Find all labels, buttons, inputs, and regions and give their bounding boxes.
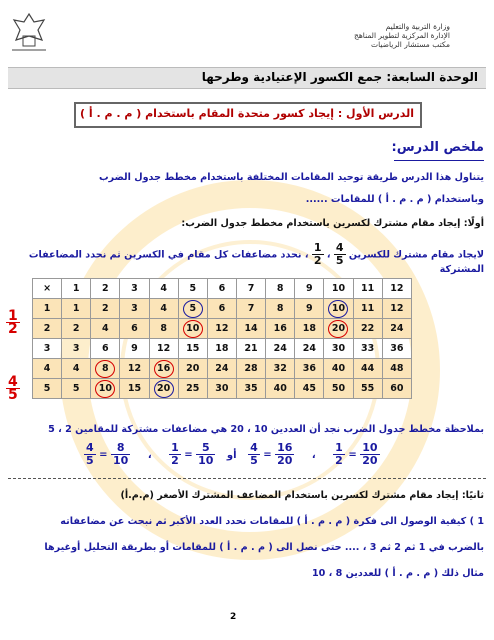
lesson-title: الدرس الأول : إيجاد كسور متحدة المقام باستخدام ( م . م . أ ) (80, 107, 414, 120)
ministry-eagle-logo-icon (8, 10, 50, 54)
table-cell: 12 (120, 359, 149, 379)
table-header-cell: 11 (353, 279, 382, 299)
table-cell: 32 (266, 359, 295, 379)
table-cell (149, 359, 178, 379)
table-cell (178, 319, 207, 339)
table-cell: 8 (266, 299, 295, 319)
ministry-header (250, 22, 450, 49)
table-cell: 3 (33, 339, 62, 359)
table-cell: 2 (91, 299, 120, 319)
table-cell: 25 (178, 379, 207, 399)
paragraph-4-end: ، نحدد مضاعفات كل مقام في الكسرين ثم نحدد المضاعفات (28, 249, 309, 261)
eq3-right-fraction: $\frac{16}{20}$ (277, 441, 293, 467)
table-cell: 2 (33, 319, 62, 339)
table-cell: 15 (120, 379, 149, 399)
paragraph-1: يتناول هذا الدرس طريقة توحيد المقامات المختلفة باستخدام مخطط جدول الضرب (98, 172, 484, 183)
summary-heading: ملخص الدرس: (391, 140, 484, 155)
table-cell: 8 (149, 319, 178, 339)
table-header-cell: 4 (149, 279, 178, 299)
table-cell: 45 (295, 379, 324, 399)
table-cell: 36 (382, 339, 411, 359)
ministry-line-2: الإدارة المركزية لتطوير المناهج (354, 31, 450, 40)
circled-cell: 10 (183, 320, 203, 338)
unit-title: الوحدة السابعة: جمع الكسور الإعتيادية وطرحها (201, 70, 478, 84)
ministry-line-1: وزارة التربية والتعليم (385, 22, 450, 31)
unit-title-bar (8, 67, 486, 89)
table-cell: 6 (120, 319, 149, 339)
table-cell (91, 379, 120, 399)
circled-cell: 16 (154, 360, 174, 378)
eq1-right-fraction: $\frac{8}{10}$ (113, 441, 129, 467)
table-cell: 12 (207, 319, 236, 339)
table-cell: 1 (33, 299, 62, 319)
paragraph-2: وباستخدام ( م . م . أ ) للمقامات ...... (305, 194, 484, 205)
section-divider (8, 478, 486, 479)
table-cell: 21 (236, 339, 265, 359)
table-cell: 24 (382, 319, 411, 339)
table-row (33, 379, 412, 399)
table-cell: 1 (62, 299, 91, 319)
eq1-left-fraction: $\frac{4}{5}$ (86, 441, 94, 467)
circled-cell: 10 (328, 300, 348, 318)
table-cell: 2 (62, 319, 91, 339)
paragraph-5: المشتركة (439, 264, 484, 275)
table-cell: 35 (236, 379, 265, 399)
table-row (33, 339, 412, 359)
table-cell: 28 (236, 359, 265, 379)
table-cell: 6 (207, 299, 236, 319)
table-header-cell: 7 (236, 279, 265, 299)
table-cell: 24 (207, 359, 236, 379)
table-cell: 12 (149, 339, 178, 359)
circled-cell: 10 (95, 380, 115, 398)
table-cell: 20 (178, 359, 207, 379)
paragraph-3: أولًا: إيجاد مقام مشترك لكسرين باستخدام مخطط جدول الضرب: (181, 218, 484, 229)
fraction-one-half: $\frac{1}{2}$ (313, 241, 322, 267)
paragraph-8: 1 ) كيفية الوصول الى فكرة ( م . م . أ ) للمقامات نحدد العدد الأكبر ثم نبحث عن مضاعفاته (60, 516, 484, 527)
circled-cell: 8 (95, 360, 115, 378)
table-cell: 6 (91, 339, 120, 359)
table-header-cell: 9 (295, 279, 324, 299)
table-cell: 33 (353, 339, 382, 359)
summary-underline (394, 160, 484, 161)
table-cell: 18 (295, 319, 324, 339)
or-word: أو (226, 449, 237, 461)
eq4-right-fraction: $\frac{10}{20}$ (362, 441, 378, 467)
circled-cell: 20 (328, 320, 348, 338)
table-header-cell: 12 (382, 279, 411, 299)
table-cell: 5 (33, 379, 62, 399)
fraction-four-fifths: $\frac{4}{5}$ (335, 241, 344, 267)
table-cell: 60 (382, 379, 411, 399)
circled-cell: 5 (183, 300, 203, 318)
table-cell (324, 319, 353, 339)
ministry-line-3: مكتب مستشار الرياضيات (371, 40, 450, 49)
paragraph-9: بالضرب في 1 ثم 2 ثم 3 ، .... حتى نصل الى ( م . م . أ ) للمقامات أو بطريقة التحليل أوغيرها (44, 542, 484, 553)
table-cell: 9 (295, 299, 324, 319)
table-header-row (33, 279, 412, 299)
table-cell: 4 (149, 299, 178, 319)
eq2-right-fraction: $\frac{5}{10}$ (198, 441, 214, 467)
paragraph-4-start: لايجاد مقام مشترك للكسرين (348, 249, 484, 261)
table-cell: 50 (324, 379, 353, 399)
table-cell: 4 (91, 319, 120, 339)
table-cell (149, 379, 178, 399)
table-cell: 22 (353, 319, 382, 339)
paragraph-7: ثانيًا: إيجاد مقام مشترك لكسرين باستخدام المضاعف المشترك الأصغر (م.م.أ) (120, 490, 484, 501)
table-header-cell: 6 (207, 279, 236, 299)
page-number: 2 (230, 612, 237, 622)
table-cell: 5 (62, 379, 91, 399)
table-cell: 3 (120, 299, 149, 319)
table-corner: × (33, 279, 62, 299)
table-cell: 30 (207, 379, 236, 399)
table-row (33, 359, 412, 379)
table-cell: 24 (266, 339, 295, 359)
table-cell: 4 (33, 359, 62, 379)
table-cell: 48 (382, 359, 411, 379)
table-cell: 9 (120, 339, 149, 359)
eq3-left-fraction: $\frac{4}{5}$ (250, 441, 258, 467)
table-cell (91, 359, 120, 379)
table-header-cell: 3 (120, 279, 149, 299)
table-cell: 40 (266, 379, 295, 399)
table-cell: 14 (236, 319, 265, 339)
table-cell: 44 (353, 359, 382, 379)
table-cell: 18 (207, 339, 236, 359)
multiplication-table (32, 278, 412, 399)
equation-row: $\frac{4}{5}$ = $\frac{8}{10}$ ، $\frac{1}{2}$ = $\frac{5}{10}$ أو $\frac{4}{5}$ = $\frac{16}{20}$ ، $\frac{1}{2}$ = $\frac{10}{20}$ (86, 441, 378, 467)
table-cell: 36 (295, 359, 324, 379)
paragraph-10: مثال ذلك ( م . م . أ ) للعددين 8 ، 10 (311, 568, 484, 579)
table-cell: 11 (353, 299, 382, 319)
table-cell: 12 (382, 299, 411, 319)
table-header-cell: 5 (178, 279, 207, 299)
side-fraction-four-fifths: $\frac{4}{5}$ (8, 374, 18, 403)
lesson-title-box (74, 102, 422, 128)
table-cell: 4 (62, 359, 91, 379)
eq2-left-fraction: $\frac{1}{2}$ (171, 441, 179, 467)
separator-comma: ، (311, 449, 316, 461)
table-row (33, 319, 412, 339)
table-cell (324, 299, 353, 319)
table-cell: 55 (353, 379, 382, 399)
table-cell: 30 (324, 339, 353, 359)
table-cell: 3 (62, 339, 91, 359)
table-cell: 16 (266, 319, 295, 339)
table-cell: 7 (236, 299, 265, 319)
table-header-cell: 1 (62, 279, 91, 299)
table-header-cell: 8 (266, 279, 295, 299)
table-cell (178, 299, 207, 319)
table-row (33, 299, 412, 319)
table-cell: 15 (178, 339, 207, 359)
eq4-left-fraction: $\frac{1}{2}$ (335, 441, 343, 467)
table-header-cell: 2 (91, 279, 120, 299)
table-cell: 40 (324, 359, 353, 379)
side-fraction-half: $\frac{1}{2}$ (8, 308, 18, 337)
paragraph-6: بملاحظة مخطط جدول الضرب نجد أن العددين 10 ، 20 هي مضاعفات مشتركة للمقامين 2 ، 5 (48, 424, 484, 435)
separator-comma: ، (147, 449, 152, 461)
paragraph-4: لايجاد مقام مشترك للكسرين $\frac{4}{5}$ ، $\frac{1}{2}$ ، نحدد مضاعفات كل مقام في الكسرين ثم نحدد المضاعفات (28, 241, 484, 267)
table-header-cell: 10 (324, 279, 353, 299)
circled-cell: 20 (154, 380, 174, 398)
table-cell: 24 (295, 339, 324, 359)
